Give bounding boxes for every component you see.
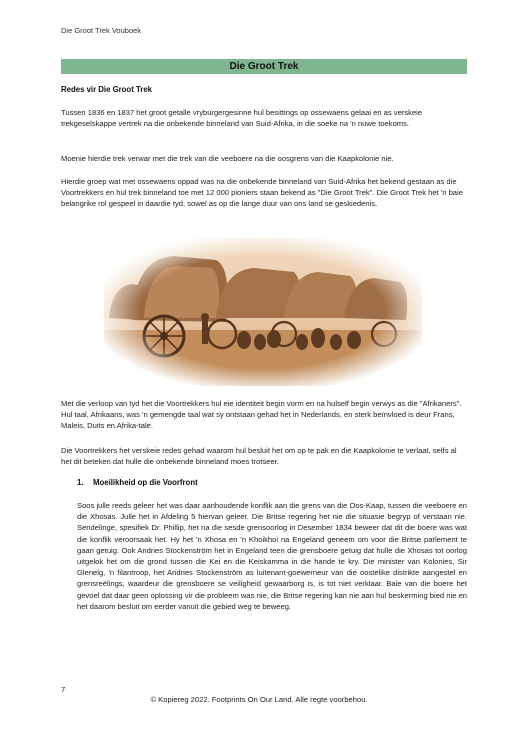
heading-number: 1. — [77, 478, 84, 487]
ox-wagon-photo — [104, 238, 422, 386]
page-title: Die Groot Trek — [61, 59, 467, 74]
numbered-section-body: Soos julle reeds geleer het was daar aanhoudende konflik aan die grens van die Oos-Kaap, tussen die veeboere en die Xhosas. Julle het in Afdeling 5 hiervan geleer. Die Britse regering het nie die situasie begryp of verstaan nie. Sendelinge, spesifiek Dr. Phillip, het na die sesde grensoorlog in Desember 1834 beweer dat dit die boere was wat die konflik veroorsaak het. Hy het 'n Xhosa en 'n Khoikhoi na Engeland geneem om voor die Britse parlement te gaan getuig. Ook Andries Stockenström het in Engeland teen die grensboere getuig dat hulle die Xhosas tot oorlog uitgelok het om die grond tussen die Kei en die Keiskamma in die hande te kry. Die minister van Kolonies, Sir Glenelg, 'n filantroop, het Andries Stockenström as luitenant-goewerneur van die oostelike distrikte aangestel en grensreëlings, waardeur die grensboere se veiligheid gewaarborg is, is tot niet verklaar. Baie van die boere het gevoel dat daar geen oplossing vir die probleem was nie, die Britse regering kan nie aan hul beskerming bied nie en het daarom besluit om eerder vanuit die gebied weg te beweeg. — [77, 501, 467, 611]
page-number: 7 — [61, 685, 66, 694]
paragraph-2: Moenie hierdie trek verwar met die trek van die veeboere na die oosgrens van die Kaapkolonie nie. — [61, 154, 394, 163]
copyright-footer: © Kopiereg 2022. Footprints On Our Land. Alle regte voorbehou. — [150, 695, 368, 704]
heading-text: Moeilikheid op die Voorfront — [93, 478, 198, 487]
running-header: Die Groot Trek Vouboek — [61, 26, 142, 35]
paragraph-1: Tussen 1836 en 1837 het groot getalle vryburgergesinne hul besittings op ossewaens gelaai en as verskeie trekgeselskappe vertrek na die onbekende binneland van Suid-Afrika, in die soeke na 'n nuwe toekoms. — [61, 108, 423, 129]
paragraph-4: Met die verloop van tyd het die Voortrekkers hul eie identiteit begin vorm en na hulself begin verwys as die "Afrikaners". Hul taal, Afrikaans, was 'n gemengde taal wat sy ontstaan gehad het in Nederlands, en sterk beïnvloed is deur Frans, Maleis, Duits en Afrika-tale. — [61, 399, 462, 431]
numbered-heading — [77, 478, 198, 487]
paragraph-5: Die Voortrekkers het verskeie redes gehad waarom hul besluit het om op te pak en die Kaapkolonie te verlaat, selfs al het dit beteken dat hulle die onbekende binneland moes trotseer. — [61, 446, 457, 467]
paragraph-3: Hierdie groep wat met ossewaens oppad was na die onbekende binneland van Suid-Afrika het bekend gestaan as die Voortrekkers en hul trek binneland toe met 12 000 pioniers staan bekend as "Die Groot Trek". Die Groot Trek het 'n baie belangrike rol gespeel in daardie tyd, sowel as op die lange duur van ons land se geskiedenis. — [61, 177, 463, 209]
section-heading: Redes vir Die Groot Trek — [61, 85, 152, 94]
